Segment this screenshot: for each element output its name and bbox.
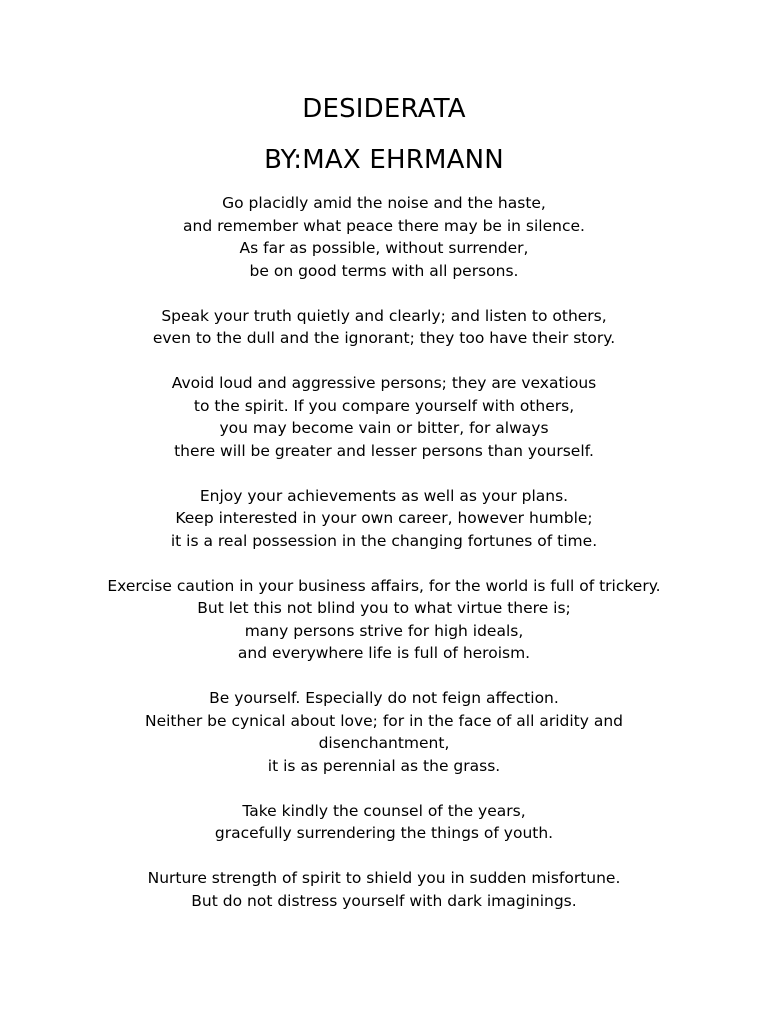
poem-line: Exercise caution in your business affairs, for the world is full of trickery. [107,576,661,595]
poem-line: Avoid loud and aggressive persons; they are vexatious [171,374,597,392]
poem-line: disenchantment, [318,734,450,752]
poem-line: Enjoy your achievements as well as your plans. [199,486,569,505]
poem-line: and everywhere life is full of heroism. [237,644,531,662]
poem-line: you may become vain or bitter, for always [219,419,549,437]
stanza [60,800,708,845]
poem-line: be on good terms with all persons. [249,261,519,280]
poem-line: As far as possible, without surrender, [239,239,529,257]
poem-line: Nurture strength of spirit to shield you in sudden misfortune. [147,869,621,887]
poem-line: But do not distress yourself with dark imaginings. [191,891,577,910]
poem-line: it is a real possession in the changing fortunes of time. [170,531,598,550]
stanza [60,575,708,665]
poem-line: Speak your truth quietly and clearly; and listen to others, [161,306,607,325]
stanza [60,485,708,553]
poem-line: Take kindly the counsel of the years, [242,801,526,820]
poem-line: many persons strive for high ideals, [244,621,524,640]
poem-line: Keep interested in your own career, however humble; [175,509,593,527]
poem-line: and remember what peace there may be in silence. [183,216,585,235]
poem-line: there will be greater and lesser persons than yourself. [174,441,594,460]
poem-line: Neither be cynical about love; for in the face of all aridity and [144,711,624,730]
stanza [60,372,708,462]
poem-line: Be yourself. Especially do not feign affection. [209,689,559,707]
poem-line: Go placidly amid the noise and the haste, [222,194,546,212]
stanza [60,305,708,350]
poem-line: gracefully surrendering the things of youth. [214,824,554,842]
poem-body [60,192,708,935]
poem-line: But let this not blind you to what virtue there is; [197,599,571,617]
author-line: BY:MAX EHRMANN [264,145,504,175]
stanza [60,192,708,282]
poem-line: it is as perennial as the grass. [267,756,501,775]
stanza [60,867,708,912]
poem-line: to the spirit. If you compare yourself with others, [193,396,575,415]
document-title: DESIDERATA [302,94,466,124]
poem-line: even to the dull and the ignorant; they too have their story. [152,329,616,347]
stanza [60,687,708,777]
